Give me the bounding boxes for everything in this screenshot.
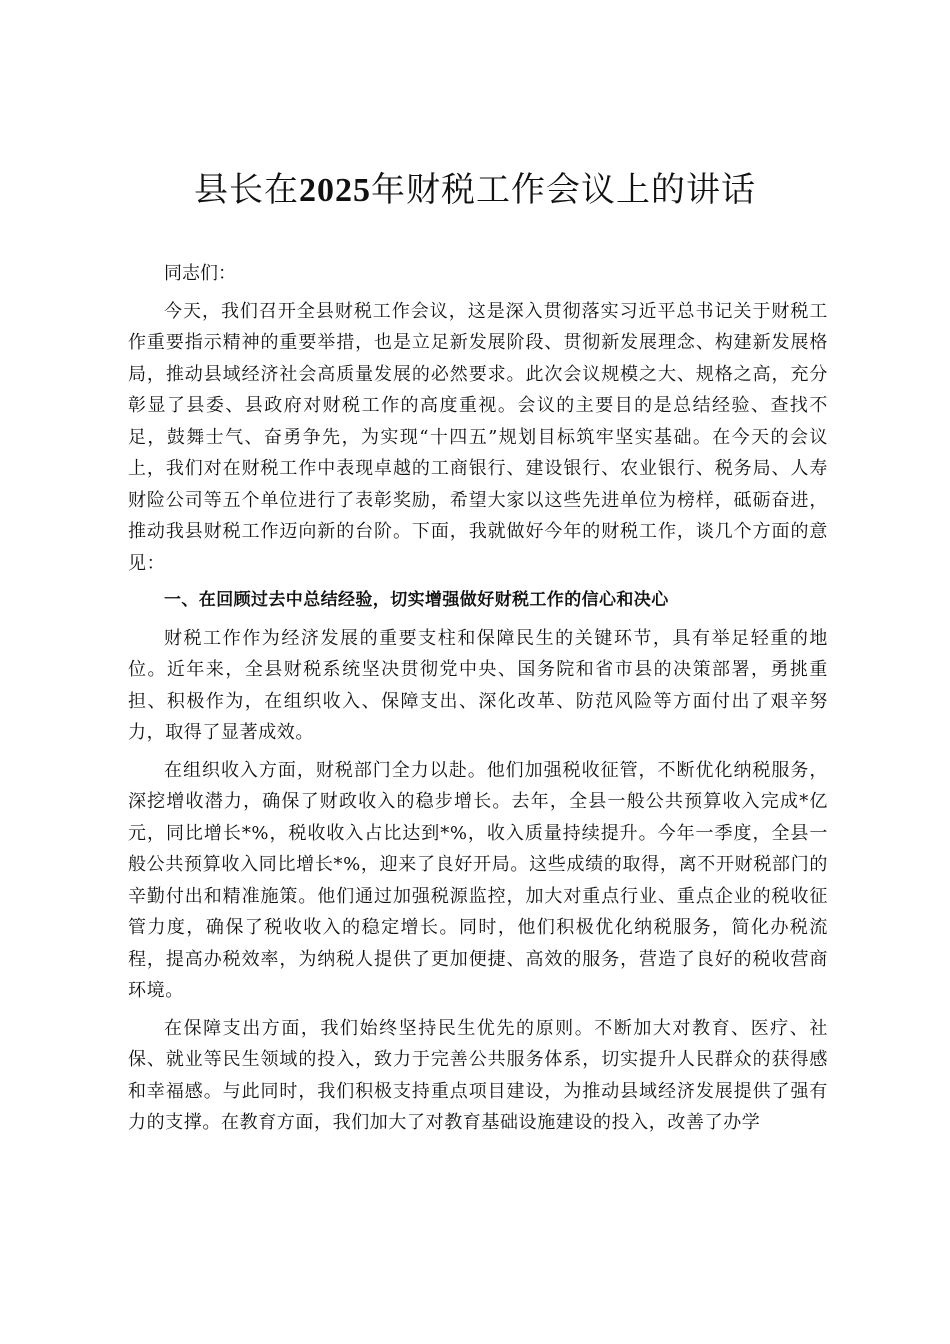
section-paragraph: 在保障支出方面，我们始终坚持民生优先的原则。不断加大对教育、医疗、社保、就业等民生领域的投入，致力于完善公共服务体系，切实提升人民群众的获得感和幸福感。与此同时，我们积极支持重点项目建设，为推动县域经济发展提供了强有力的支撑。在教育方面，我们加大了对教育基础设施建设的投入，改善了办学	[128, 1017, 828, 1133]
title-prefix: 县长在	[194, 170, 299, 210]
title-suffix: 年财税工作会议上的讲话	[371, 170, 756, 210]
section-paragraph: 财税工作作为经济发展的重要支柱和保障民生的关键环节，具有举足轻重的地位。近年来，全县财税系统坚决贯彻党中央、国务院和省市县的决策部署，勇挑重担、积极作为，在组织收入、保障支出、深化改革、防范风险等方面付出了艰辛努力，取得了显著成效。	[128, 627, 828, 743]
document-title	[0, 160, 950, 221]
greeting: 同志们：	[164, 263, 236, 284]
intro-paragraph: 今天，我们召开全县财税工作会议，这是深入贯彻落实习近平总书记关于财税工作重要指示精神的重要举措，也是立足新发展阶段、贯彻新发展理念、构建新发展格局，推动县域经济社会高质量发展的必然要求。此次会议规模之大、规格之高，充分彰显了县委、县政府对财税工作的高度重视。会议的主要目的是总结经验、查找不足，鼓舞士气、奋勇争先，为实现“十四五”规划目标筑牢坚实基础。在今天的会议上，我们对在财税工作中表现卓越的工商银行、建设银行、农业银行、税务局、人寿财险公司等五个单位进行了表彰奖励，希望大家以这些先进单位为榜样，砥砺奋进，推动我县财税工作迈向新的台阶。下面，我就做好今年的财税工作，谈几个方面的意见：	[128, 300, 828, 574]
title-year: 2025	[299, 172, 371, 209]
document-body	[128, 258, 828, 1145]
section-paragraph: 在组织收入方面，财税部门全力以赴。他们加强税收征管，不断优化纳税服务，深挖增收潜力，确保了财政收入的稳步增长。去年，全县一般公共预算收入完成*亿元，同比增长*%，税收收入占比达到*%，收入质量持续提升。今年一季度，全县一般公共预算收入同比增长*%，迎来了良好开局。这些成绩的取得，离不开财税部门的辛勤付出和精准施策。他们通过加强税源监控，加大对重点行业、重点企业的税收征管力度，确保了税收收入的稳定增长。同时，他们积极优化纳税服务，简化办税流程，提高办税效率，为纳税人提供了更加便捷、高效的服务，营造了良好的税收营商环境。	[128, 759, 828, 1001]
section-heading: 一、在回顾过去中总结经验，切实增强做好财税工作的信心和决心	[164, 590, 669, 610]
